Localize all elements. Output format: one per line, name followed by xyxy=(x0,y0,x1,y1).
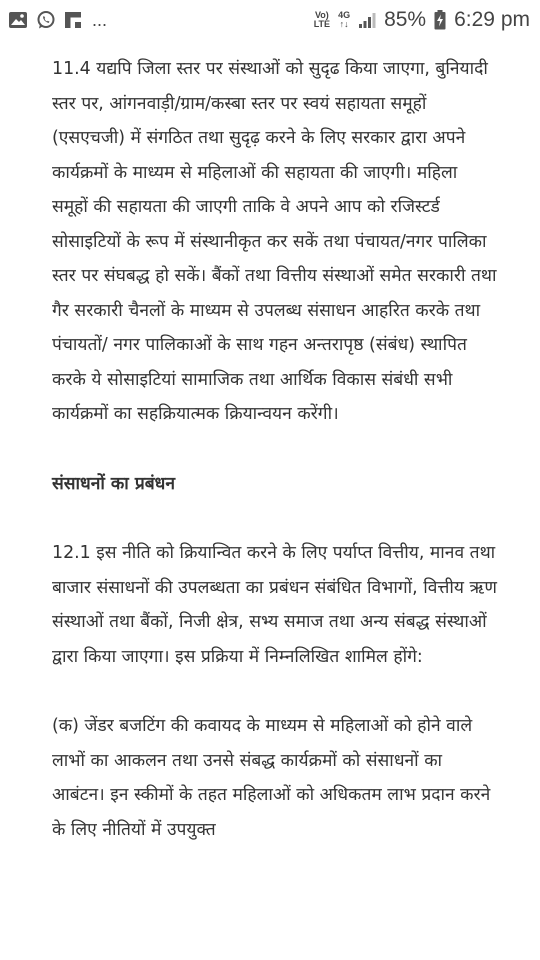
signal-strength-icon xyxy=(358,11,376,29)
paragraph-ka: (क) जेंडर बजटिंग की कवायद के माध्यम से महिलाओं को होने वाले लाभों का आकलन तथा उनसे संबद्ध कार्यक्रमों को संसाधनों का आबंटन। इन स्कीमों के तहत महिलाओं को अधिकतम लाभ प्रदान करने के लिए नीतियों में उपयुक्त xyxy=(52,716,491,840)
article-body xyxy=(52,52,497,847)
battery-charging-icon xyxy=(434,10,446,30)
paragraph-11-4: 11.4 यद्यपि जिला स्तर पर संस्थाओं को सुदृढ किया जाएगा, बुनियादी स्तर पर, आंगनवाड़ी/ग्राम/कस्बा स्तर पर स्वयं सहायता समूहों (एसएचजी) में संगठित तथा सुदृढ़ करने के लिए सरकार द्वारा अपने कार्यक्रमों के माध्यम से महिलाओं की सहायता की जाएगी। महिला समूहों की सहायता की जाएगी ताकि वे अपने आप को रजिस्टर्ड सोसाइटियों के रूप में संस्थानीकृत कर सकें तथा पंचायत/नगर पालिका स्तर पर संघबद्ध हो सकें। बैंकों तथा वित्तीय संस्थाओं समेत सरकारी तथा गैर सरकारी चैनलों के माध्यम से उपलब्ध संसाधन आहरित करके तथा पंचायतों/ नगर पालिकाओं के साथ गहन अन्तरापृष्ठ (संबंध) स्थापित करके ये सोसाइटियां सामाजिक तथा आर्थिक विकास संबंधी सभी कार्यक्रमों का सहक्रियात्मक क्रियान्वयन करेंगी। xyxy=(52,59,497,424)
battery-percent: 85% xyxy=(384,8,427,31)
status-bar xyxy=(0,0,540,40)
flipboard-icon xyxy=(64,11,82,29)
more-notifications-indicator: ... xyxy=(92,9,108,30)
system-indicators xyxy=(314,8,530,32)
whatsapp-icon xyxy=(36,10,56,30)
volte-indicator: Vo) LTE xyxy=(313,10,331,29)
paragraph-12-1: 12.1 इस नीति को क्रियान्वित करने के लिए पर्याप्त वित्तीय, मानव तथा बाजार संसाधनों की उपलब्धता का प्रबंधन संबंधित विभागों, वित्तीय ऋण संस्थाओं तथा बैंकों, निजी क्षेत्र, सभ्य समाज तथा अन्य संबद्ध संस्थाओं द्वारा किया जाएगा। इस प्रक्रिया में निम्नलिखित शामिल होंगे: xyxy=(52,543,497,667)
mobile-data-indicator: 4G ↑↓ xyxy=(338,10,351,29)
section-heading: संसाधनों का प्रबंधन xyxy=(52,473,176,494)
gallery-icon xyxy=(8,11,28,29)
notification-icons xyxy=(8,10,107,31)
clock-time: 6:29 pm xyxy=(454,8,530,31)
